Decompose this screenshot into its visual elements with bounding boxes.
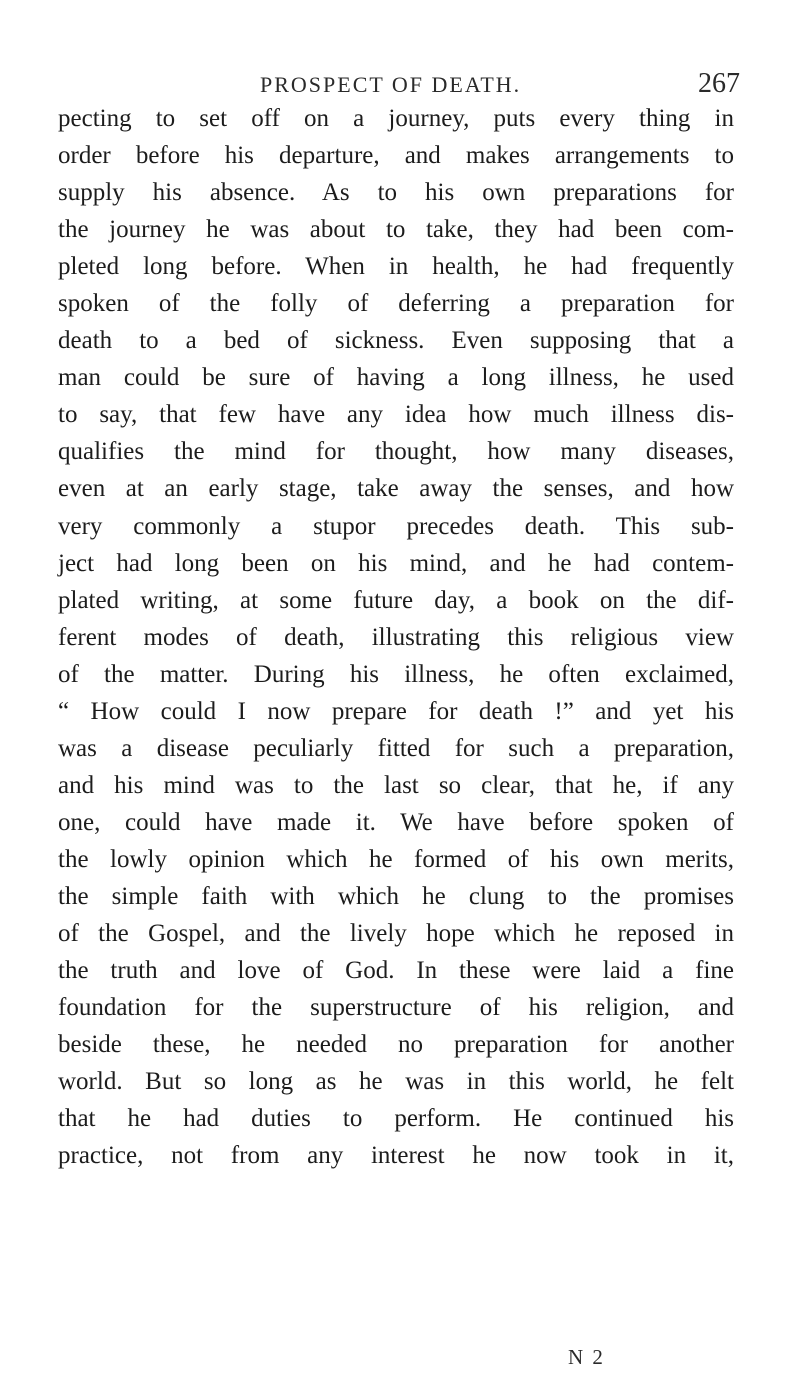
text-line: of the matter. During his illness, he often exclaimed, xyxy=(58,660,734,688)
page-number: 267 xyxy=(698,68,740,99)
text-line: one, could have made it. We have before spoken of xyxy=(58,808,734,836)
text-line: death to a bed of sickness. Even supposing that a xyxy=(58,327,734,355)
text-line: foundation for the superstructure of his religion, and xyxy=(58,994,734,1022)
body-text xyxy=(58,100,734,1174)
text-line: supply his absence. As to his own preparations for xyxy=(58,179,734,207)
text-line: the lowly opinion which he formed of his own merits, xyxy=(58,845,734,873)
text-line: and his mind was to the last so clear, that he, if any xyxy=(58,771,734,799)
text-line: plated writing, at some future day, a book on the dif- xyxy=(58,586,734,614)
running-head: PROSPECT OF DEATH. xyxy=(260,72,522,97)
text-line: ferent modes of death, illustrating this religious view xyxy=(58,623,734,651)
text-line: pecting to set off on a journey, puts every thing in xyxy=(58,105,734,132)
text-line: beside these, he needed no preparation for another xyxy=(58,1031,734,1059)
text-line: spoken of the folly of deferring a preparation for xyxy=(58,290,734,318)
text-line: the truth and love of God. In these were laid a fine xyxy=(58,957,734,985)
text-line: qualifies the mind for thought, how many diseases, xyxy=(58,438,734,466)
text-line: pleted long before. When in health, he had frequently xyxy=(58,253,734,281)
text-line: order before his departure, and makes arrangements to xyxy=(58,142,734,170)
text-line: man could be sure of having a long illness, he used xyxy=(58,364,734,392)
text-line: that he had duties to perform. He continued his xyxy=(58,1105,734,1133)
text-line: ject had long been on his mind, and he had contem- xyxy=(58,549,734,577)
text-line: to say, that few have any idea how much illness dis- xyxy=(58,401,734,429)
text-line: world. But so long as he was in this world, he felt xyxy=(58,1068,734,1096)
text-line: the simple faith with which he clung to the promises xyxy=(58,882,734,910)
text-line: of the Gospel, and the lively hope which he reposed in xyxy=(58,920,734,948)
text-line: the journey he was about to take, they had been com- xyxy=(58,216,734,244)
signature-mark: N 2 xyxy=(568,1345,605,1369)
text-line: “ How could I now prepare for death !” and yet his xyxy=(58,697,734,725)
page-header xyxy=(260,62,740,102)
text-line: practice, not from any interest he now took in it, xyxy=(58,1142,734,1170)
text-line: very commonly a stupor precedes death. This sub- xyxy=(58,512,734,540)
text-line: even at an early stage, take away the senses, and how xyxy=(58,475,734,503)
text-line: was a disease peculiarly fitted for such a preparation, xyxy=(58,734,734,762)
